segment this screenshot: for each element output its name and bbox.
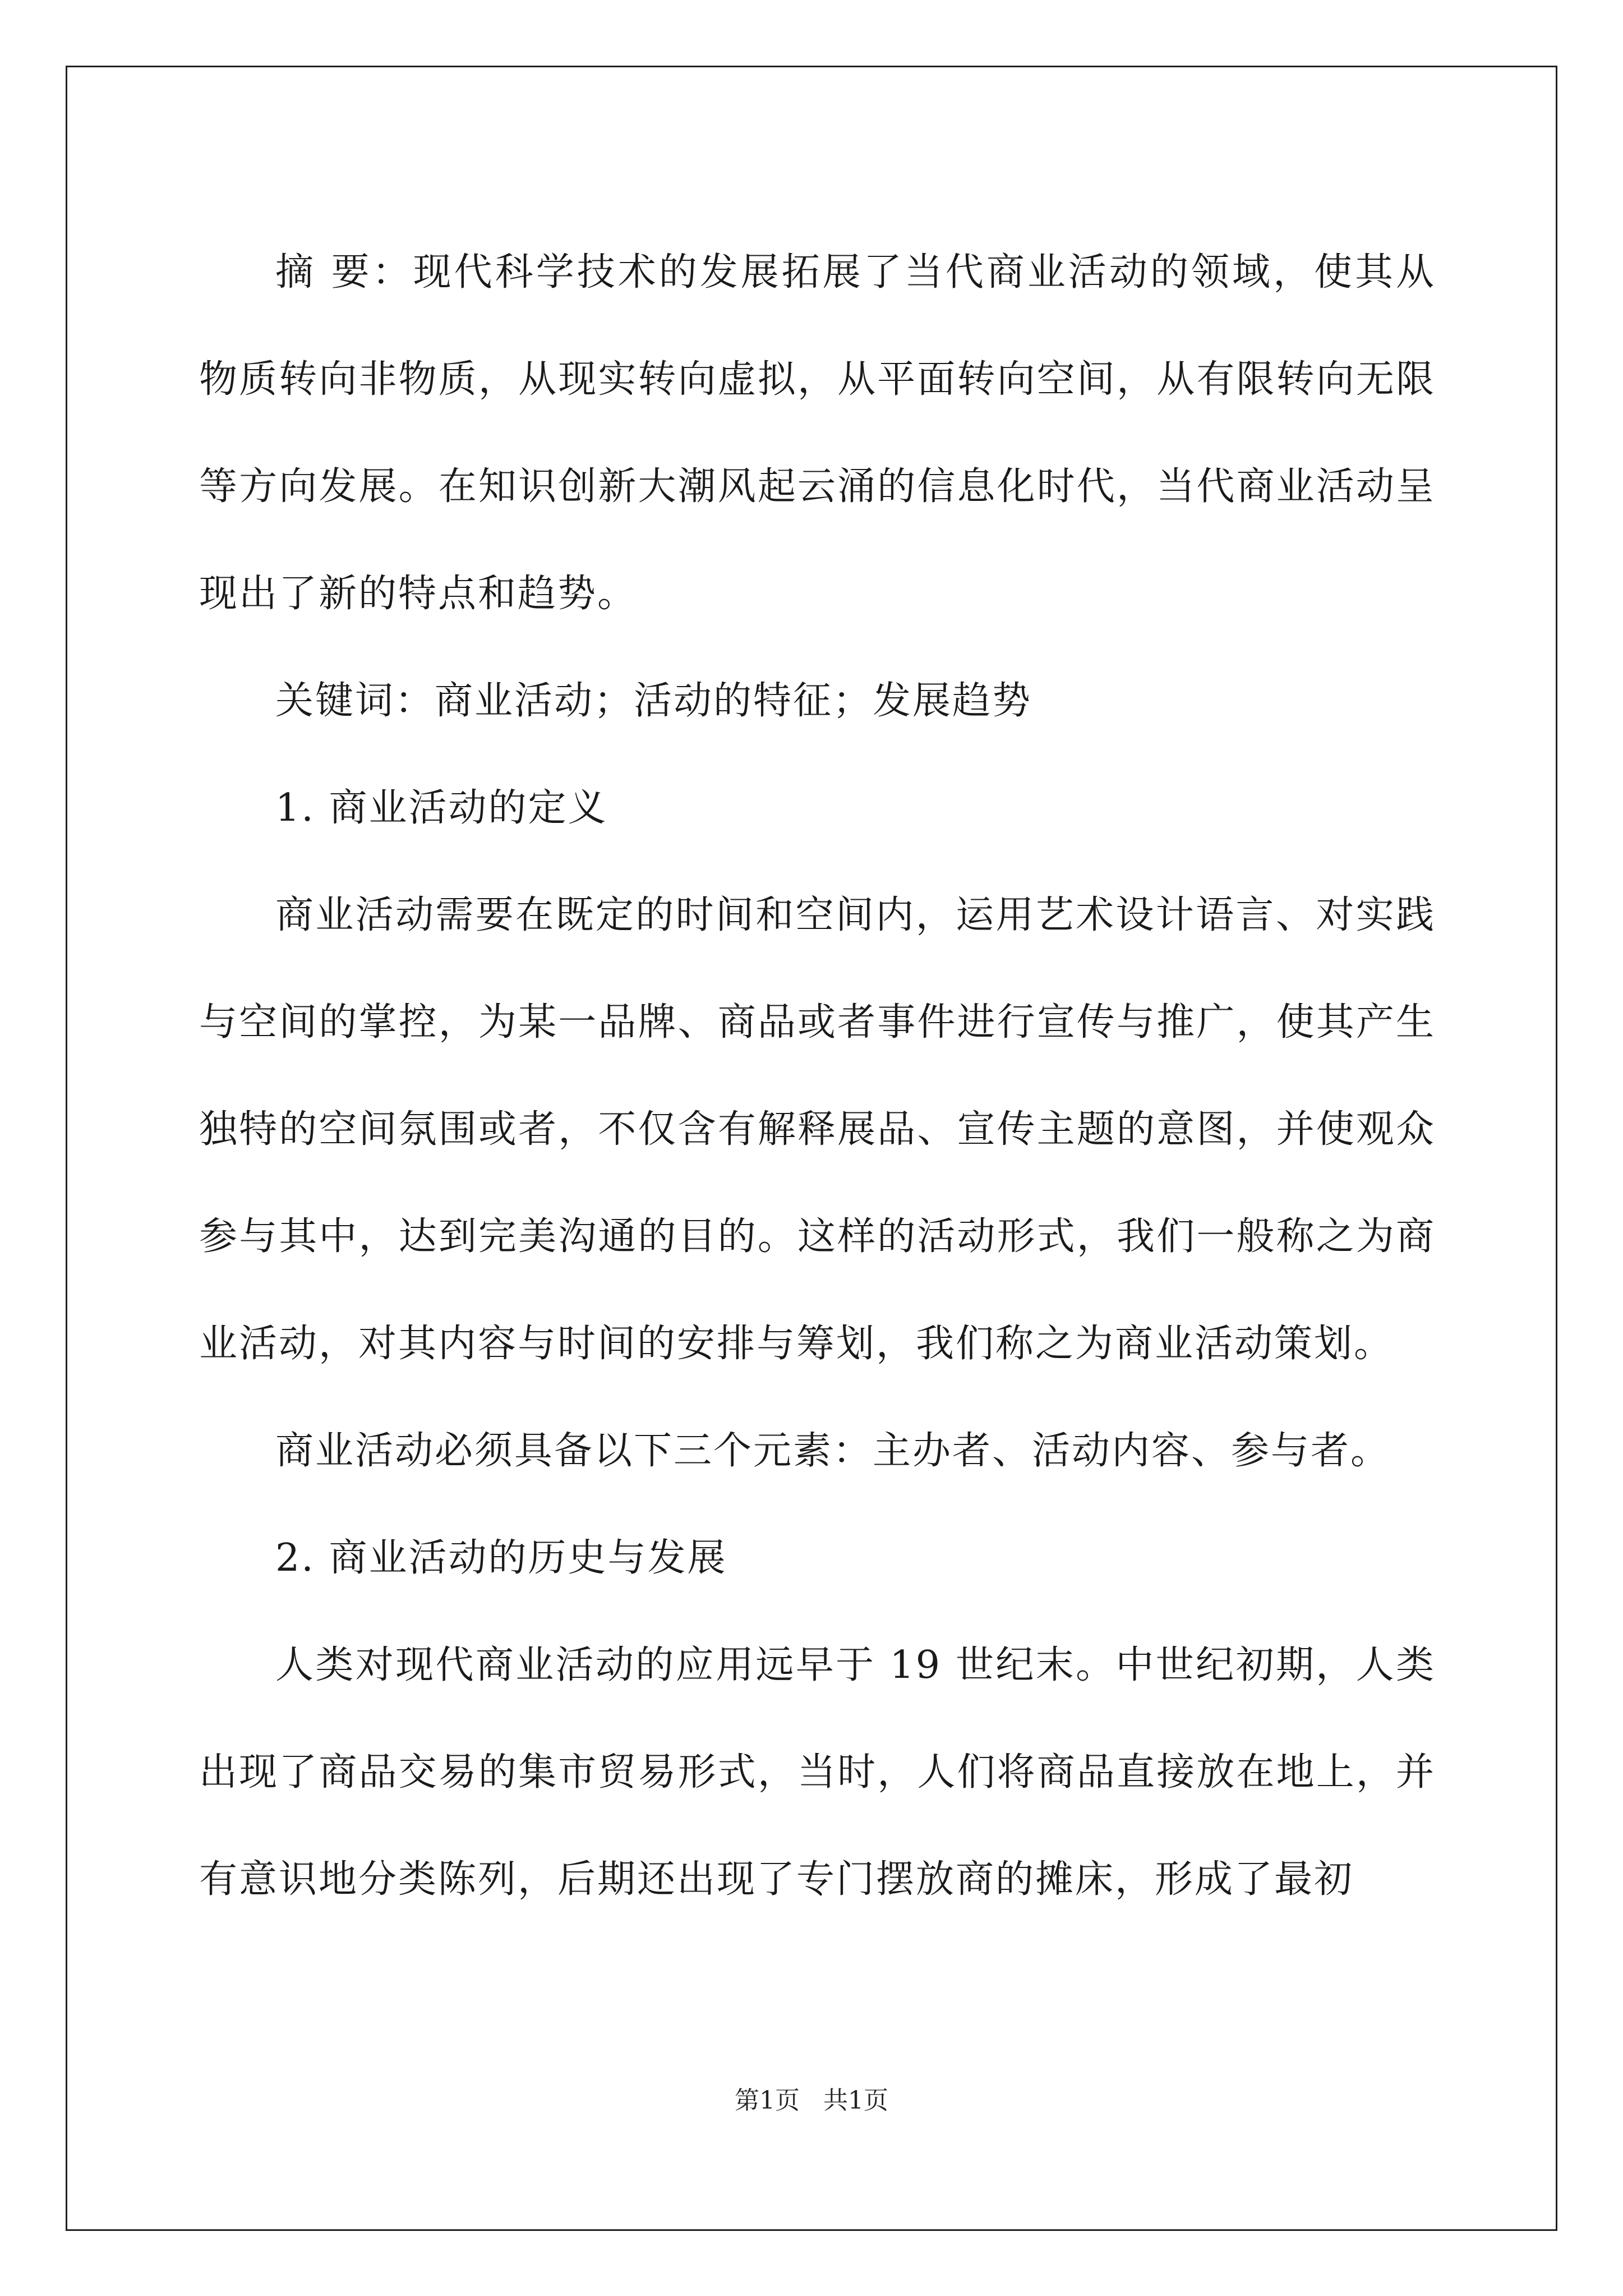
section-heading-definition: 1. 商业活动的定义 [275, 786, 608, 830]
definition-paragraph: 商业活动需要在既定的时间和空间内，运用艺术设计语言、对实践与空间的掌控，为某一品牌、商品或者事件进行宣传与推广，使其产生独特的空间氛围或者，不仅含有解释展品、宣传主题的意图，并使观众参与其中，达到完美沟通的目的。这样的活动形式，我们一般称之为商业活动，对其内容与时间的安排与筹划，我们称之为商业活动策划。 [199, 893, 1436, 1366]
page-footer [0, 2084, 1623, 2118]
document-body [199, 219, 1436, 1933]
abstract-paragraph: 摘 要：现代科学技术的发展拓展了当代商业活动的领域，使其从物质转向非物质，从现实转向虚拟，从平面转向空间，从有限转向无限等方向发展。在知识创新大潮风起云涌的信息化时代，当代商业活动呈现出了新的特点和趋势。 [199, 250, 1436, 616]
page-number: 第1页 [735, 2086, 800, 2115]
elements-paragraph: 商业活动必须具备以下三个元素：主办者、活动内容、参与者。 [275, 1429, 1391, 1473]
keywords-paragraph: 关键词：商业活动；活动的特征；发展趋势 [275, 679, 1032, 723]
total-pages: 共1页 [823, 2086, 888, 2115]
section-heading-history: 2. 商业活动的历史与发展 [275, 1536, 727, 1580]
history-paragraph: 人类对现代商业活动的应用远早于 19 世纪末。中世纪初期，人类出现了商品交易的集市贸易形式，当时，人们将商品直接放在地上，并有意识地分类陈列，后期还出现了专门摆放商的摊床，形成了最初 [199, 1643, 1436, 1902]
